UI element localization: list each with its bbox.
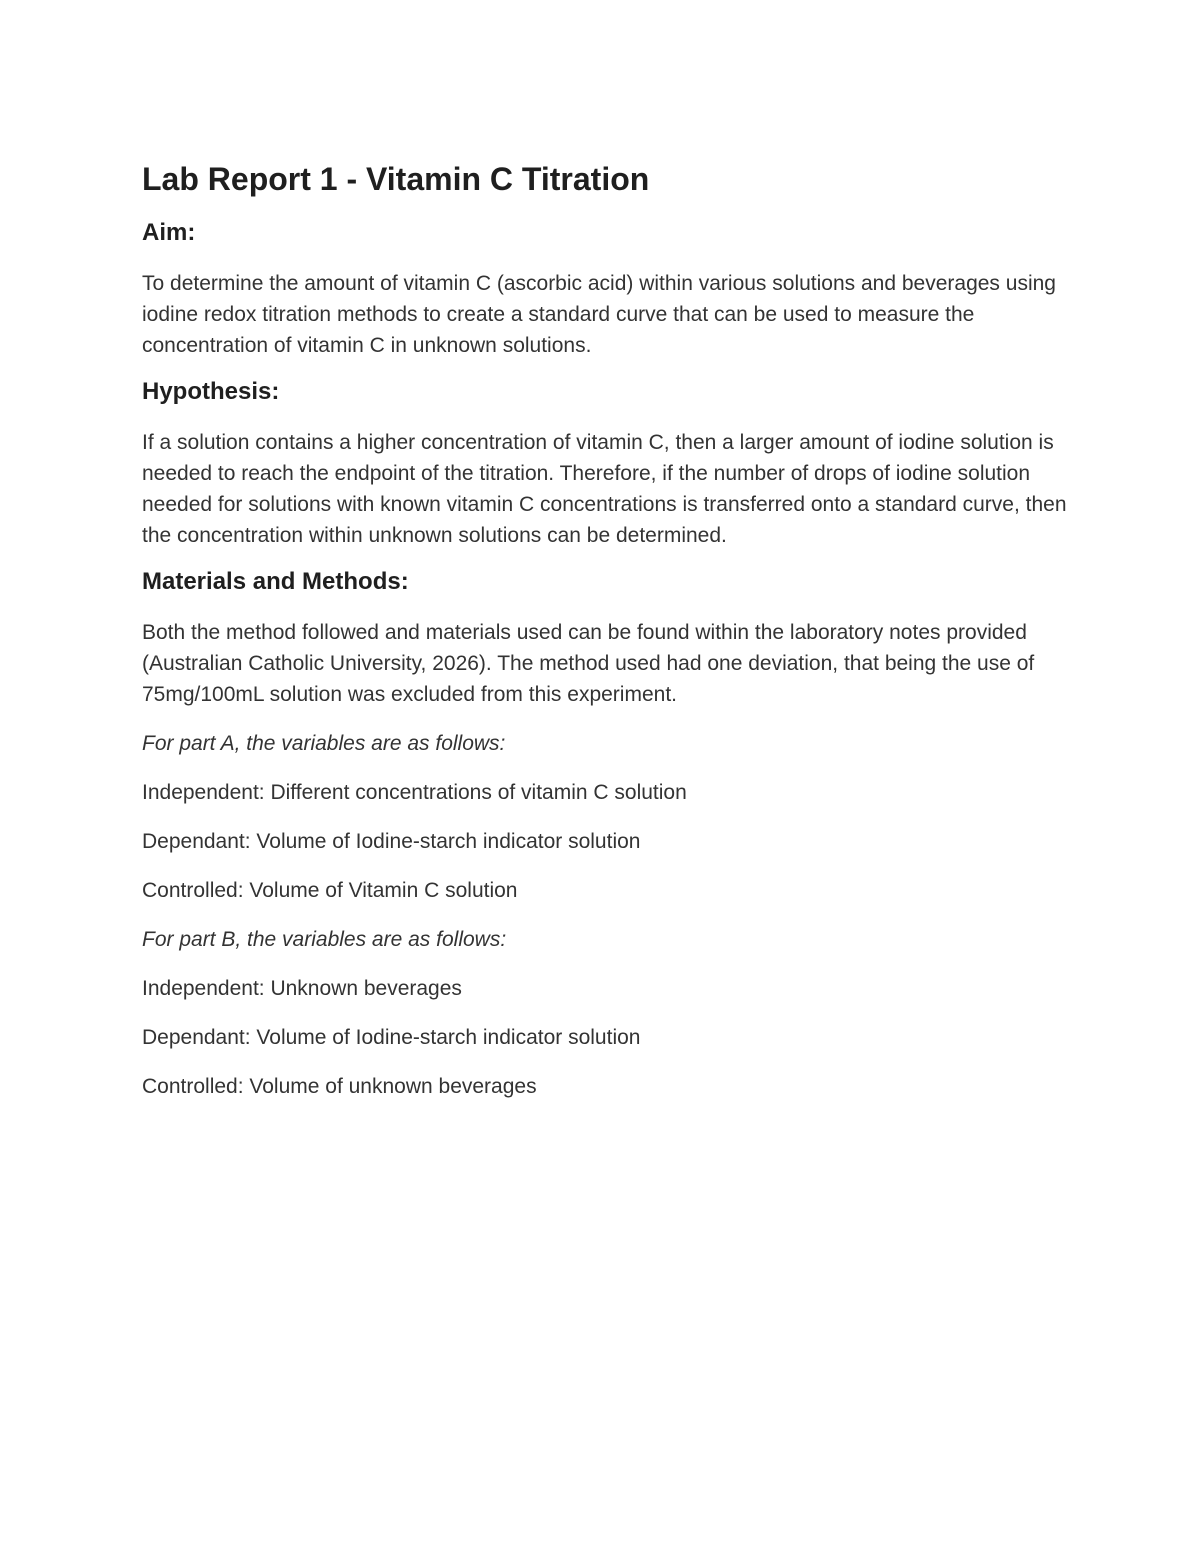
materials-methods-heading: Materials and Methods: bbox=[142, 568, 409, 595]
materials-methods-paragraph: Both the method followed and materials used can be found within the laboratory notes provided (Australian Catholic University, 2026). The method used had one deviation, that being the use of 75mg/100mL solution was excluded from this experiment. bbox=[142, 621, 1035, 706]
hypothesis-paragraph: If a solution contains a higher concentration of vitamin C, then a larger amount of iodine solution is needed to reach the endpoint of the titration. Therefore, if the number of drops of iodine solution needed for solutions with known vitamin C concentrations is transferred onto a standard curve, then the concentration within unknown solutions can be determined. bbox=[142, 431, 1067, 547]
document-title: Lab Report 1 - Vitamin C Titration bbox=[142, 161, 650, 197]
aim-paragraph: To determine the amount of vitamin C (ascorbic acid) within various solutions and beverages using iodine redox titration methods to create a standard curve that can be used to measure the concentration of vitamin C in unknown solutions. bbox=[142, 272, 1056, 357]
part-b-dependent-variable: Dependant: Volume of Iodine-starch indicator solution bbox=[142, 1026, 641, 1049]
aim-heading: Aim: bbox=[142, 219, 196, 246]
part-a-intro: For part A, the variables are as follows: bbox=[142, 732, 506, 755]
document-page bbox=[142, 158, 1072, 1120]
part-b-controlled-variable: Controlled: Volume of unknown beverages bbox=[142, 1075, 537, 1098]
hypothesis-heading: Hypothesis: bbox=[142, 378, 280, 405]
part-a-dependent-variable: Dependant: Volume of Iodine-starch indicator solution bbox=[142, 830, 641, 853]
part-a-controlled-variable: Controlled: Volume of Vitamin C solution bbox=[142, 879, 518, 902]
part-a-independent-variable: Independent: Different concentrations of vitamin C solution bbox=[142, 781, 687, 804]
part-b-intro: For part B, the variables are as follows: bbox=[142, 928, 507, 951]
part-b-independent-variable: Independent: Unknown beverages bbox=[142, 977, 462, 1000]
